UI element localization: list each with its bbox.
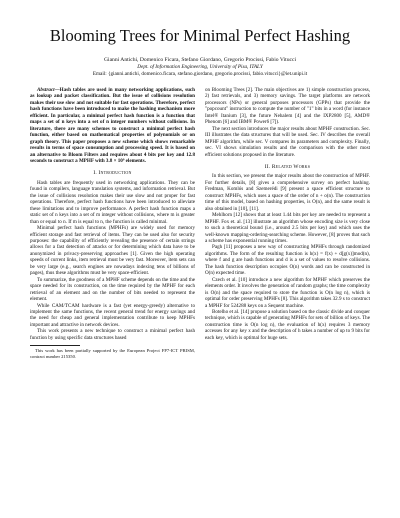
intro-paragraph-2: Minimal perfect hash functions (MPHFs) are widely used for memory efficient storage and fast retrieval of items. They can be used also for security purposes: the capability of efficiently revealing the presence of certain strings allows for a fast detection of attacks or for determining which data have to be anonymized in privacy-preserving approaches [1]. Given the high operating speeds of current links, item retrieval must be very fast. Moreover, item sets can be very large (e.g., search engines are nowadays indexing tens of billions of pages), thus these algorithms must be very space-efficient. xyxy=(30,225,195,277)
author-list: Gianni Antichi, Domenico Ficara, Stefano Giordano, Gregorio Procissi, Fabio Vitucci xyxy=(103,57,297,63)
intro-paragraph-4: While CAM/TCAM hardware is a fast (yet energy-greedy) alternative to implement the same functions, the recent general trend for energy savings and the need for cheap and general implementation contribute to keep MPHFs important and attractive in network devices. xyxy=(30,302,195,328)
related-paragraph-3: Pagh [11] proposes a new way of constructing MPHFs through randomized algorithms. The form of the resulting function is h(x) = f(x) + d[g(x)]mod(n), where f and g are hash functions and d is a set of values to resolve collisions. The hash function description occupies O(n) words and can be constructed in O(n) expected time. xyxy=(205,244,370,277)
related-paragraph-4: Czech et al. [10] introduce a new algorithm for MPHF which preserves the elements order. It involves the generation of random graphs; the time complexity is O(n) and the space required to store the function is O(n log n), which is optimal for order preserving MPHFs [8]. This algorithm takes 32.9 s to construct a MPHF for 524288 keys on a Sequent machine. xyxy=(205,276,370,309)
section-heading-related-works: II. Related Works xyxy=(264,163,311,170)
related-paragraph-2: Mehlhorn [12] shows that at least 1.44 bits per key are needed to represent a MPHF. Fox et. al. [13] illustrate an algorithm whose encoding size is very close to such a theoretical bound (i.e., around 2.5 bits per key) and which uses the well-known mapping-ordering-searching scheme. However, [8] proves that such a scheme has exponential running times. xyxy=(205,212,370,244)
author-emails: Email: {gianni.antichi, domenico.ficara, stefano.giordano, gregorio.procissi, fabio.vitucci}@iet.unipi.it xyxy=(92,70,308,77)
paper-title: Blooming Trees for Minimal Perfect Hashing xyxy=(49,26,351,45)
intro-paragraph-6: on Blooming Trees [2]. The main objectives are 1) simple construction process, 2) fast retrievals, and 3) memory savings. The target platforms are network processors (NPs) or general purposes processors (GPPs) that provide the "popcount" instruction to compute the number of "1" bits in a word (for instance Intel® Itanium [3], the future Nehalem [4] and the IXP2800 [5], AMD® Phenom [6] and IBM® Power6 [7]). xyxy=(205,87,370,126)
abstract-label: Abstract xyxy=(37,87,55,93)
intro-paragraph-1: Hash tables are frequently used in networking applications. They can be found in compilers, language translation systems, and information retrieval. But the issue of collisions resolution makes their use slow and not proper for fast operations. Therefore, perfect hash functions have been introduced to alleviate these limitations and to improve performance. A perfect hash function maps a static set of n keys into a set of m integer without collisions, where m is greater than or equal to n. If m is equal to n, the function is called minimal. xyxy=(30,179,195,225)
body-columns xyxy=(30,87,370,359)
abstract xyxy=(30,87,195,164)
intro-paragraph-5: This work presents a new technique to construct a minimal perfect hash function by using specific data structures based xyxy=(30,328,195,341)
intro-paragraph-7: The next section introduces the major results about MPHF construction. Sec. III illustrates the data structures that will be used. Sec. IV describes the overall MPHF algorithm, while sec. V compares its parameters and complexity. Finally, sec. VI shows simulation results and the comparison with the other most efficient solutions proposed in the literature. xyxy=(205,125,370,158)
left-column xyxy=(30,87,195,359)
right-column xyxy=(205,87,370,359)
related-paragraph-5: Botelho et al. [14] propose a solution based on the classic divide and conquer technique, which is capable of generating MPHFs for sets of billion of keys. The construction time is O(n log n), the evaluation of h(x) requires 3 memory accesses for any key x and the description of h takes a number of up to 9 bits for each key, which is optimal for huge sets. xyxy=(205,308,370,341)
abstract-text: —Hash tables are used in many networking applications, such as lookup and packet classification. But the issue of collisions resolution makes their use slow and not suitable for fast operations. Therefore, perfect hash functions have been introduced to make the hashing mechanism more efficient. In particular, a minimal perfect hash function is a function that maps a set of n keys into a set of n integer numbers without collisions. In literature, there are many schemes to construct a minimal perfect hash function, either based on mathematical properties of polynomials or on graph theory. This paper proposes a new scheme which shows remarkable results in terms of space consumption and processing speed. It is based on an alternative to Bloom Filters and requires about 4 bits per key and 12.8 seconds to construct a MPHF with 3.8 × 10⁹ elements. xyxy=(30,87,195,164)
intro-paragraph-3: To summarize, the goodness of a MPHF scheme depends on the time and the space needed for its construction, on the time required by the MPHF for each retrieval of an element and on the number of bits needed to represent the element. xyxy=(30,276,195,303)
related-paragraph-1: In this section, we present the major results about the construction of MPHF. For further details, [8] gives a comprehensive survey on perfect hashing. Fredman, Komlós and Szemerédi [9] present a space efficient structure to construct MPHFs, which uses a space of the order of n + o(n). The construction time of this model, based on hashing properties, is O(n), and the same result is also obtained in [10], [11]. xyxy=(205,173,370,212)
footnote: This work has been partially supported by the European Project FP7-ICT PRISM, contract number 215350. xyxy=(30,348,195,359)
affiliation: Dept. of Information Engineering, University of Pisa, ITALY xyxy=(137,64,263,70)
footnote-rule xyxy=(30,345,80,346)
section-heading-introduction: I. Introduction xyxy=(93,170,132,177)
